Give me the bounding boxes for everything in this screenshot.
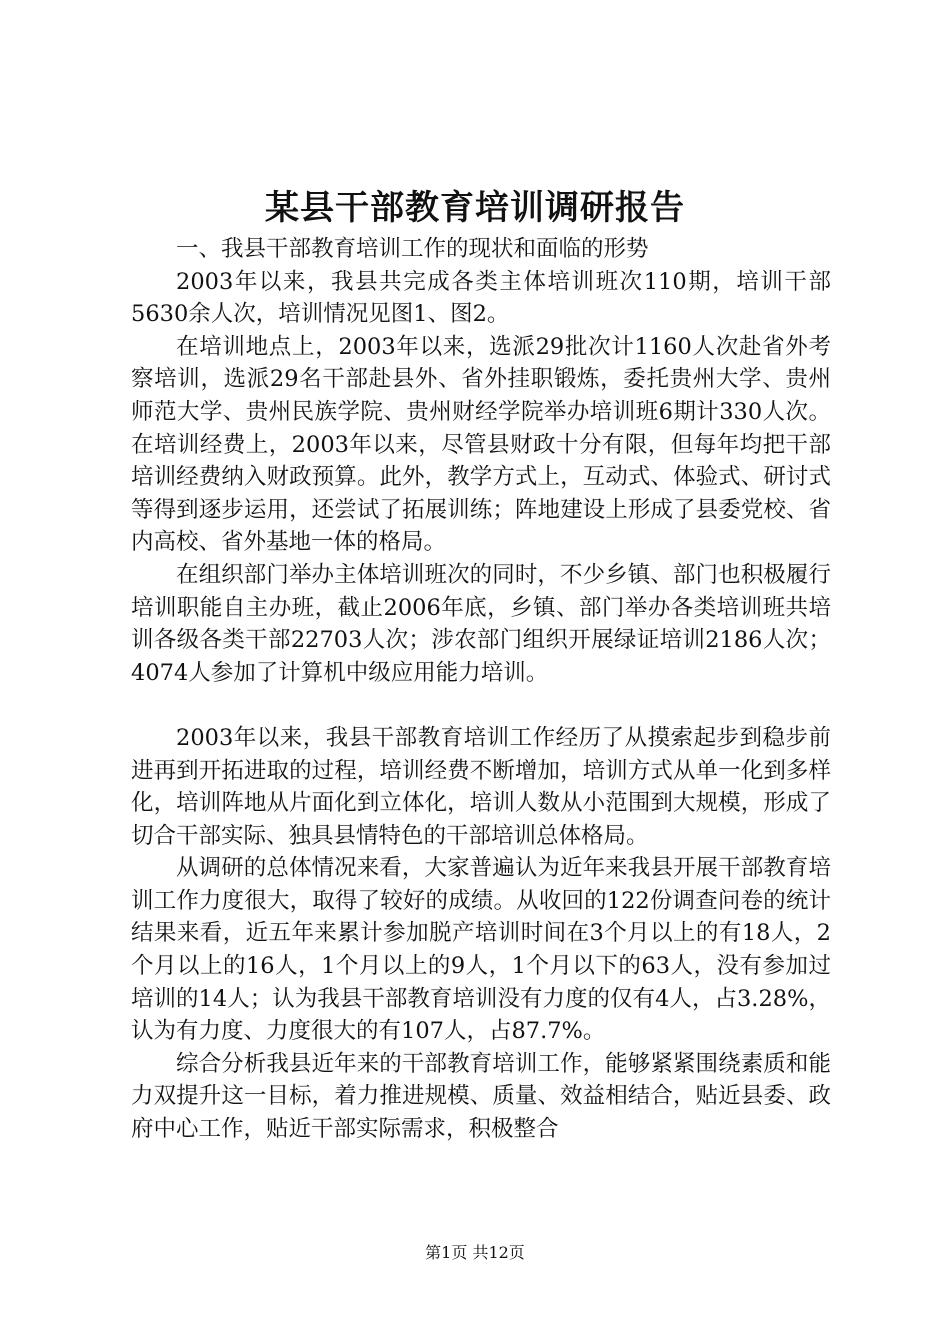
paragraph: 在组织部门举办主体培训班次的同时，不少乡镇、部门也积极履行培训职能自主办班，截止2006年底，乡镇、部门举办各类培训班共培训各级各类干部22703人次；涉农部门组织开展绿证培训2186人次；4074人参加了计算机中级应用能力培训。 <box>131 561 831 686</box>
paragraph: 2003年以来，我县共完成各类主体培训班次110期，培训干部5630余人次，培训情况见图1、图2。 <box>131 268 831 328</box>
document-title: 某县干部教育培训调研报告 <box>265 188 685 228</box>
paragraph: 在培训地点上，2003年以来，选派29批次计1160人次赴省外考察培训，选派29名干部赴县外、省外挂职锻炼，委托贵州大学、贵州师范大学、贵州民族学院、贵州财经学院举办培训班6期计330人次。在培训经费上，2003年以来，尽管县财政十分有限，但每年均把干部培训经费纳入财政预算。此外，教学方式上，互动式、体验式、研讨式等得到逐步运用，还尝试了拓展训练；阵地建设上形成了县委党校、省内高校、省外基地一体的格局。 <box>131 333 831 556</box>
paragraph: 2003年以来，我县干部教育培训工作经历了从摸索起步到稳步前进再到开拓进取的过程，培训经费不断增加，培训方式从单一化到多样化，培训阵地从片面化到立体化，培训人数从小范围到大规模，形成了切合干部实际、独具县情特色的干部培训总体格局。 <box>131 724 831 849</box>
section-heading: 一、我县干部教育培训工作的现状和面临的形势 <box>176 236 649 262</box>
page-number: 第1页 共12页 <box>425 1243 525 1262</box>
paragraph: 从调研的总体情况来看，大家普遍认为近年来我县开展干部教育培训工作力度很大，取得了较好的成绩。从收回的122份调查问卷的统计结果来看，近五年来累计参加脱产培训时间在3个月以上的有18人，2个月以上的16人，1个月以上的9人，1个月以下的63人，没有参加过培训的14人；认为我县干部教育培训没有力度的仅有4人，占3.28%，认为有力度、力度很大的有107人，占87.7%。 <box>131 855 831 1045</box>
paragraph: 综合分析我县近年来的干部教育培训工作，能够紧紧围绕素质和能力双提升这一目标，着力推进规模、质量、效益相结合，贴近县委、政府中心工作，贴近干部实际需求，积极整合 <box>131 1050 831 1143</box>
document-body <box>131 233 831 1146</box>
